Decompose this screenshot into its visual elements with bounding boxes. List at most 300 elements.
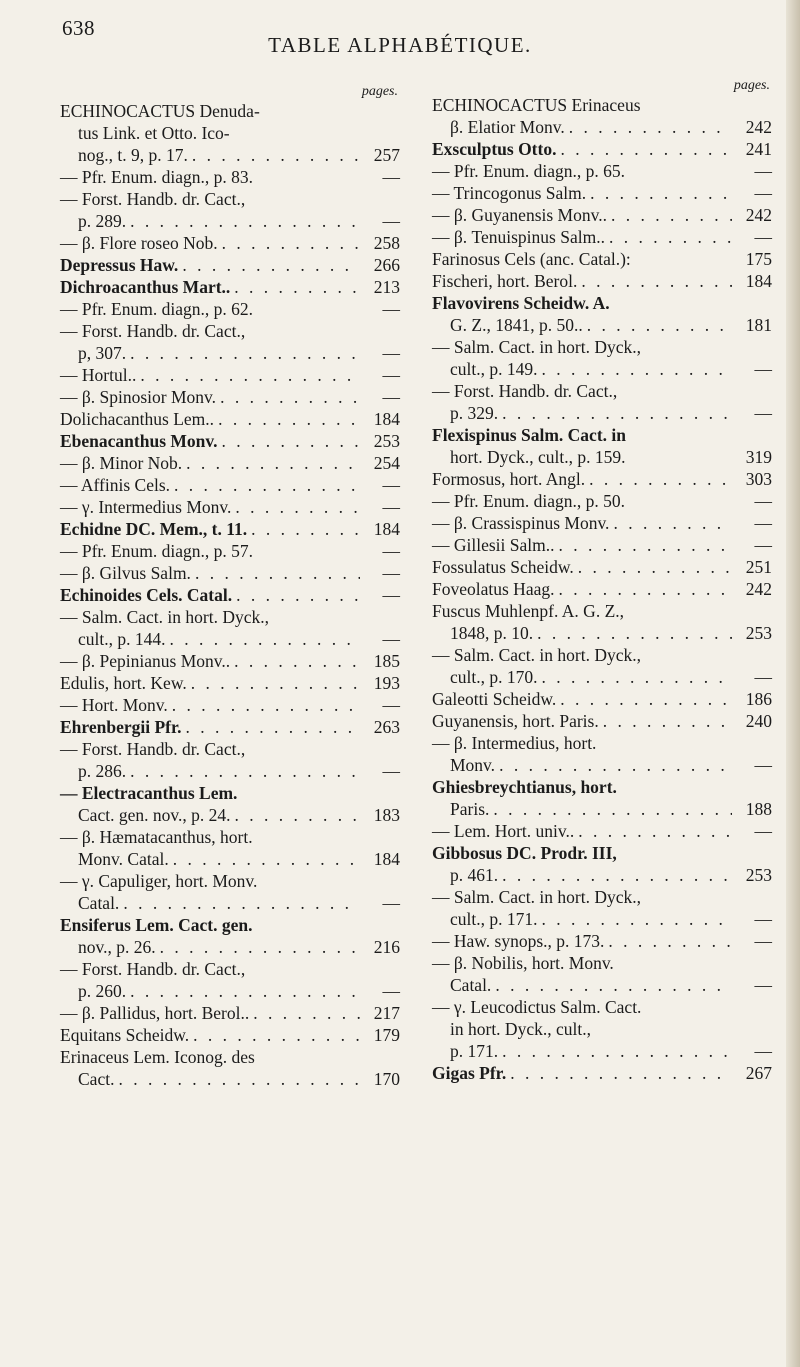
entry-page-number: 184 — [745, 271, 772, 291]
dot-leader — [218, 408, 360, 430]
dot-leader — [558, 578, 732, 600]
entry-page-number: 251 — [745, 557, 772, 577]
index-entry — [432, 666, 772, 688]
index-entry — [432, 1040, 772, 1062]
index-entry — [432, 270, 772, 292]
index-entry — [60, 1002, 400, 1024]
entry-text: hort. Dyck., cult., p. 159. — [450, 447, 626, 467]
index-entry — [60, 540, 400, 562]
entry-page-number: — — [754, 359, 772, 379]
index-entry — [432, 336, 772, 358]
entry-text: — β. Spinosior Monv. — [60, 387, 217, 407]
dot-leader — [493, 798, 732, 820]
entry-text: — Forst. Handb. dr. Cact., — [60, 321, 246, 341]
index-entry — [60, 276, 400, 298]
dot-leader — [542, 908, 733, 930]
entry-text: Fischeri, hort. Berol. — [432, 271, 578, 291]
entry-text: Ehrenbergii Pfr. — [60, 717, 182, 737]
entry-page-number: 242 — [745, 579, 772, 599]
entry-page-number: — — [382, 387, 400, 407]
index-column-right — [432, 78, 772, 1084]
dot-leader — [186, 452, 360, 474]
entry-text: — Salm. Cact. in hort. Dyck., — [60, 607, 270, 627]
entry-text: — Lem. Hort. univ.. — [432, 821, 575, 841]
index-column-left — [60, 84, 400, 1090]
page-number: 638 — [62, 16, 95, 40]
entry-text: Edulis, hort. Kew. — [60, 673, 187, 693]
dot-leader — [560, 138, 732, 160]
entry-text: — Salm. Cact. in hort. Dyck., — [432, 337, 642, 357]
dot-leader — [130, 210, 360, 232]
dot-leader — [191, 672, 360, 694]
index-entry — [432, 424, 772, 446]
dot-leader — [537, 622, 732, 644]
entry-text: — γ. Leucodictus Salm. Cact. — [432, 997, 642, 1017]
index-entry — [432, 226, 772, 248]
entry-page-number: 213 — [373, 277, 400, 297]
entry-text: Exsculptus Otto. — [432, 139, 557, 159]
entry-text: p, 307. — [78, 343, 127, 363]
dot-leader — [590, 182, 732, 204]
entry-text: p. 260. — [78, 981, 127, 1001]
entry-text: — β. Flore roseo Nob. — [60, 233, 218, 253]
entry-page-number: — — [382, 761, 400, 781]
entry-list — [432, 94, 772, 1084]
index-entry — [432, 446, 772, 468]
entry-text: Echidne DC. Mem., t. 11. — [60, 519, 248, 539]
entry-text: — Hort. Monv. — [60, 695, 168, 715]
entry-text: — β. Guyanensis Monv.. — [432, 205, 607, 225]
dot-leader — [499, 754, 732, 776]
dot-leader — [118, 1068, 360, 1090]
entry-text: in hort. Dyck., cult., — [450, 1019, 591, 1039]
entry-page-number: 193 — [373, 673, 400, 693]
entry-text: cult., p. 170. — [450, 667, 538, 687]
entry-text: Dichroacanthus Mart.. — [60, 277, 231, 297]
entry-text: Catal. — [78, 893, 120, 913]
index-entry — [60, 166, 400, 188]
entry-page-number: 170 — [373, 1069, 400, 1089]
entry-text: — Pfr. Enum. diagn., p. 62. — [60, 299, 253, 319]
entry-page-number: 183 — [373, 805, 400, 825]
index-entry — [60, 496, 400, 518]
dot-leader — [123, 892, 360, 914]
entry-page-number: 185 — [373, 651, 400, 671]
dot-leader — [559, 534, 733, 556]
entry-text: Flexispinus Salm. Cact. in — [432, 425, 626, 445]
index-entry — [60, 892, 400, 914]
entry-text: ECHINOCACTUS Erinaceus — [432, 95, 641, 115]
entry-page-number: 184 — [373, 409, 400, 429]
index-entry — [60, 1046, 400, 1068]
dot-leader — [578, 820, 732, 842]
index-entry — [60, 562, 400, 584]
entry-text: 1848, p. 10. — [450, 623, 534, 643]
index-entry — [60, 848, 400, 870]
index-entry — [432, 622, 772, 644]
entry-page-number: — — [382, 299, 400, 319]
index-entry — [60, 386, 400, 408]
entry-text: — Forst. Handb. dr. Cact., — [432, 381, 618, 401]
entry-text: G. Z., 1841, p. 50.. — [450, 315, 583, 335]
entry-page-number: — — [754, 491, 772, 511]
index-entry — [432, 402, 772, 424]
entry-text: Depressus Haw. — [60, 255, 179, 275]
index-entry — [60, 584, 400, 606]
entry-page-number: — — [382, 695, 400, 715]
entry-text: Cact. gen. nov., p. 24. — [78, 805, 231, 825]
entry-text: Foveolatus Haag. — [432, 579, 555, 599]
entry-text: — γ. Capuliger, hort. Monv. — [60, 871, 258, 891]
entry-page-number: 254 — [373, 453, 400, 473]
dot-leader — [253, 1002, 360, 1024]
entry-page-number: 179 — [373, 1025, 400, 1045]
entry-text: p. 286. — [78, 761, 127, 781]
entry-text: Dolichacanthus Lem.. — [60, 409, 215, 429]
index-entry — [432, 248, 772, 270]
index-entry — [432, 754, 772, 776]
entry-page-number: — — [754, 161, 772, 181]
entry-text: ECHINOCACTUS Denuda- — [60, 101, 260, 121]
entry-text: — β. Pallidus, hort. Berol.. — [60, 1003, 250, 1023]
entry-text: — β. Hæmatacanthus, hort. — [60, 827, 253, 847]
index-entry — [60, 188, 400, 210]
dot-leader — [174, 474, 360, 496]
entry-text: p. 329. — [450, 403, 499, 423]
entry-text: Monv. — [450, 755, 496, 775]
entry-text: β. Elatior Monv. — [450, 117, 565, 137]
entry-text: — β. Pepinianus Monv.. — [60, 651, 231, 671]
dot-leader — [611, 204, 732, 226]
entry-page-number: 241 — [745, 139, 772, 159]
dot-leader — [195, 562, 360, 584]
index-entry — [60, 122, 400, 144]
entry-text: — Gillesii Salm.. — [432, 535, 555, 555]
index-entry — [432, 380, 772, 402]
dot-leader — [251, 518, 360, 540]
index-entry — [60, 364, 400, 386]
entry-page-number: — — [382, 541, 400, 561]
index-entry — [432, 314, 772, 336]
dot-leader — [160, 936, 360, 958]
dot-leader — [222, 232, 360, 254]
page-edge — [786, 0, 800, 1367]
index-entry — [432, 138, 772, 160]
entry-text: tus Link. et Otto. Ico- — [78, 123, 230, 143]
index-entry — [432, 116, 772, 138]
index-entry — [432, 776, 772, 798]
dot-leader — [560, 688, 732, 710]
dot-leader — [186, 716, 360, 738]
index-entry — [60, 474, 400, 496]
dot-leader — [222, 430, 360, 452]
dot-leader — [173, 848, 360, 870]
index-entry — [432, 974, 772, 996]
entry-text: — Hortul.. — [60, 365, 137, 385]
index-entry — [432, 688, 772, 710]
dot-leader — [510, 1062, 732, 1084]
entry-page-number: — — [754, 183, 772, 203]
index-entry — [60, 144, 400, 166]
dot-leader — [234, 276, 360, 298]
dot-leader — [236, 584, 360, 606]
entry-text: — Forst. Handb. dr. Cact., — [60, 189, 246, 209]
entry-page-number: — — [382, 981, 400, 1001]
entry-page-number: 263 — [373, 717, 400, 737]
index-entry — [60, 320, 400, 342]
entry-text: p. 289. — [78, 211, 127, 231]
index-entry — [60, 1024, 400, 1046]
dot-leader — [589, 468, 732, 490]
index-entry — [60, 738, 400, 760]
entry-page-number: 253 — [373, 431, 400, 451]
entry-page-number: — — [382, 475, 400, 495]
dot-leader — [569, 116, 732, 138]
index-entry — [432, 798, 772, 820]
entry-page-number: 303 — [745, 469, 772, 489]
index-entry — [432, 512, 772, 534]
entry-text: — Haw. synops., p. 173. — [432, 931, 605, 951]
index-entry — [432, 732, 772, 754]
entry-text: Formosus, hort. Angl. — [432, 469, 586, 489]
entry-text: — β. Intermedius, hort. — [432, 733, 597, 753]
entry-text: — Salm. Cact. in hort. Dyck., — [432, 887, 642, 907]
running-title: TABLE ALPHABÉTIQUE. — [268, 33, 532, 57]
index-entry — [60, 936, 400, 958]
dot-leader — [502, 1040, 732, 1062]
entry-page-number: — — [754, 403, 772, 423]
entry-page-number: 253 — [745, 865, 772, 885]
entry-text: Farinosus Cels (anc. Catal.): — [432, 249, 631, 269]
index-entry — [432, 644, 772, 666]
index-entry — [432, 842, 772, 864]
index-entry — [432, 182, 772, 204]
index-entry — [432, 908, 772, 930]
entry-text: Erinaceus Lem. Iconog. des — [60, 1047, 255, 1067]
dot-leader — [608, 930, 732, 952]
entry-text: nov., p. 26. — [78, 937, 156, 957]
index-entry — [432, 886, 772, 908]
entry-text: cult., p. 149. — [450, 359, 538, 379]
index-entry — [432, 710, 772, 732]
index-entry — [432, 600, 772, 622]
dot-leader — [581, 270, 732, 292]
entry-text: p. 461. — [450, 865, 499, 885]
index-entry — [432, 204, 772, 226]
entry-page-number: 184 — [373, 519, 400, 539]
entry-page-number: — — [754, 975, 772, 995]
entry-page-number: 242 — [745, 205, 772, 225]
entry-page-number: 216 — [373, 937, 400, 957]
dot-leader — [193, 1024, 360, 1046]
entry-text: — Pfr. Enum. diagn., p. 65. — [432, 161, 625, 181]
entry-page-number: — — [754, 909, 772, 929]
entry-page-number: — — [382, 365, 400, 385]
dot-leader — [542, 358, 733, 380]
index-entry — [432, 996, 772, 1018]
entry-page-number: 319 — [745, 447, 772, 467]
entry-text: Ensiferus Lem. Cact. gen. — [60, 915, 253, 935]
entry-text: — Electracanthus Lem. — [60, 783, 238, 803]
index-entry — [60, 254, 400, 276]
entry-page-number: — — [382, 893, 400, 913]
entry-text: cult., p. 171. — [450, 909, 538, 929]
dot-leader — [495, 974, 732, 996]
entry-text: Monv. Catal. — [78, 849, 169, 869]
column-header-pages: pages. — [361, 84, 398, 99]
entry-text: — β. Minor Nob. — [60, 453, 183, 473]
entry-page-number: 186 — [745, 689, 772, 709]
entry-text: — Salm. Cact. in hort. Dyck., — [432, 645, 642, 665]
index-entry — [60, 210, 400, 232]
dot-leader — [130, 760, 360, 782]
dot-leader — [613, 512, 732, 534]
entry-text: Equitans Scheidw. — [60, 1025, 190, 1045]
entry-text: cult., p. 144. — [78, 629, 166, 649]
entry-page-number: 266 — [373, 255, 400, 275]
entry-text: — Trincogonus Salm. — [432, 183, 587, 203]
index-entry — [60, 782, 400, 804]
dot-leader — [234, 650, 360, 672]
index-entry — [60, 870, 400, 892]
index-entry — [60, 826, 400, 848]
index-entry — [60, 980, 400, 1002]
index-entry — [60, 672, 400, 694]
index-entry — [60, 408, 400, 430]
index-entry — [432, 94, 772, 116]
entry-text: Cact. — [78, 1069, 115, 1089]
entry-page-number: — — [382, 497, 400, 517]
index-entry — [432, 930, 772, 952]
index-entry — [60, 518, 400, 540]
entry-page-number: — — [754, 1041, 772, 1061]
dot-leader — [587, 314, 732, 336]
dot-leader — [220, 386, 360, 408]
dot-leader — [234, 804, 360, 826]
entry-text: — Pfr. Enum. diagn., p. 50. — [432, 491, 625, 511]
index-entry — [60, 452, 400, 474]
dot-leader — [502, 864, 732, 886]
entry-page-number: 240 — [745, 711, 772, 731]
index-entry — [60, 342, 400, 364]
entry-text: — β. Nobilis, hort. Monv. — [432, 953, 614, 973]
entry-text: Gibbosus DC. Prodr. III, — [432, 843, 617, 863]
index-entry — [432, 820, 772, 842]
index-entry — [432, 534, 772, 556]
entry-text: Ebenacanthus Monv. — [60, 431, 218, 451]
index-entry — [432, 556, 772, 578]
entry-text: Guyanensis, hort. Paris. — [432, 711, 599, 731]
dot-leader — [603, 710, 732, 732]
entry-page-number: — — [754, 227, 772, 247]
entry-page-number: 184 — [373, 849, 400, 869]
entry-page-number: 267 — [745, 1063, 772, 1083]
index-entry — [60, 716, 400, 738]
index-entry — [432, 1062, 772, 1084]
index-entry — [60, 760, 400, 782]
dot-leader — [502, 402, 732, 424]
index-entry — [60, 804, 400, 826]
dot-leader — [192, 144, 360, 166]
entry-page-number: 242 — [745, 117, 772, 137]
index-entry — [432, 578, 772, 600]
dot-leader — [578, 556, 732, 578]
entry-page-number: 253 — [745, 623, 772, 643]
index-entry — [432, 952, 772, 974]
index-entry — [60, 430, 400, 452]
entry-text: — β. Gilvus Salm. — [60, 563, 191, 583]
entry-text: — Forst. Handb. dr. Cact., — [60, 739, 246, 759]
entry-text: — Forst. Handb. dr. Cact., — [60, 959, 246, 979]
dot-leader — [172, 694, 360, 716]
index-entry — [60, 650, 400, 672]
index-entry — [432, 1018, 772, 1040]
dot-leader — [609, 226, 732, 248]
entry-text: Fossulatus Scheidw. — [432, 557, 574, 577]
entry-page-number: — — [754, 535, 772, 555]
entry-page-number: 181 — [745, 315, 772, 335]
index-entry — [432, 864, 772, 886]
index-entry — [60, 958, 400, 980]
entry-page-number: — — [754, 755, 772, 775]
index-entry — [60, 606, 400, 628]
index-entry — [60, 628, 400, 650]
index-entry — [432, 160, 772, 182]
entry-text: — Affinis Cels. — [60, 475, 171, 495]
index-entry — [60, 914, 400, 936]
entry-text: nog., t. 9, p. 17. — [78, 145, 188, 165]
entry-text: Catal. — [450, 975, 492, 995]
entry-text: — γ. Intermedius Monv. — [60, 497, 232, 517]
entry-text: Echinoides Cels. Catal. — [60, 585, 233, 605]
dot-leader — [182, 254, 360, 276]
entry-page-number: 217 — [373, 1003, 400, 1023]
index-entry — [60, 100, 400, 122]
entry-page-number: — — [754, 931, 772, 951]
entry-page-number: — — [754, 513, 772, 533]
entry-page-number: 188 — [745, 799, 772, 819]
entry-text: — β. Tenuispinus Salm.. — [432, 227, 605, 247]
index-entry — [432, 490, 772, 512]
entry-page-number: — — [754, 821, 772, 841]
entry-text: Paris. — [450, 799, 490, 819]
index-entry — [60, 694, 400, 716]
dot-leader — [130, 342, 360, 364]
index-entry — [432, 468, 772, 490]
entry-text: — Pfr. Enum. diagn., p. 57. — [60, 541, 253, 561]
entry-page-number: 175 — [745, 249, 772, 269]
entry-text: — β. Crassispinus Monv. — [432, 513, 610, 533]
entry-page-number: — — [382, 167, 400, 187]
index-entry — [432, 292, 772, 314]
dot-leader — [130, 980, 360, 1002]
entry-page-number: — — [754, 667, 772, 687]
entry-page-number: — — [382, 629, 400, 649]
entry-page-number: 258 — [373, 233, 400, 253]
entry-text: p. 171. — [450, 1041, 499, 1061]
entry-page-number: — — [382, 585, 400, 605]
entry-page-number: — — [382, 211, 400, 231]
entry-page-number: — — [382, 343, 400, 363]
dot-leader — [170, 628, 361, 650]
index-entry — [432, 358, 772, 380]
index-entry — [60, 1068, 400, 1090]
entry-page-number: — — [382, 563, 400, 583]
index-entry — [60, 298, 400, 320]
entry-list — [60, 100, 400, 1090]
index-entry — [60, 232, 400, 254]
dot-leader — [140, 364, 360, 386]
